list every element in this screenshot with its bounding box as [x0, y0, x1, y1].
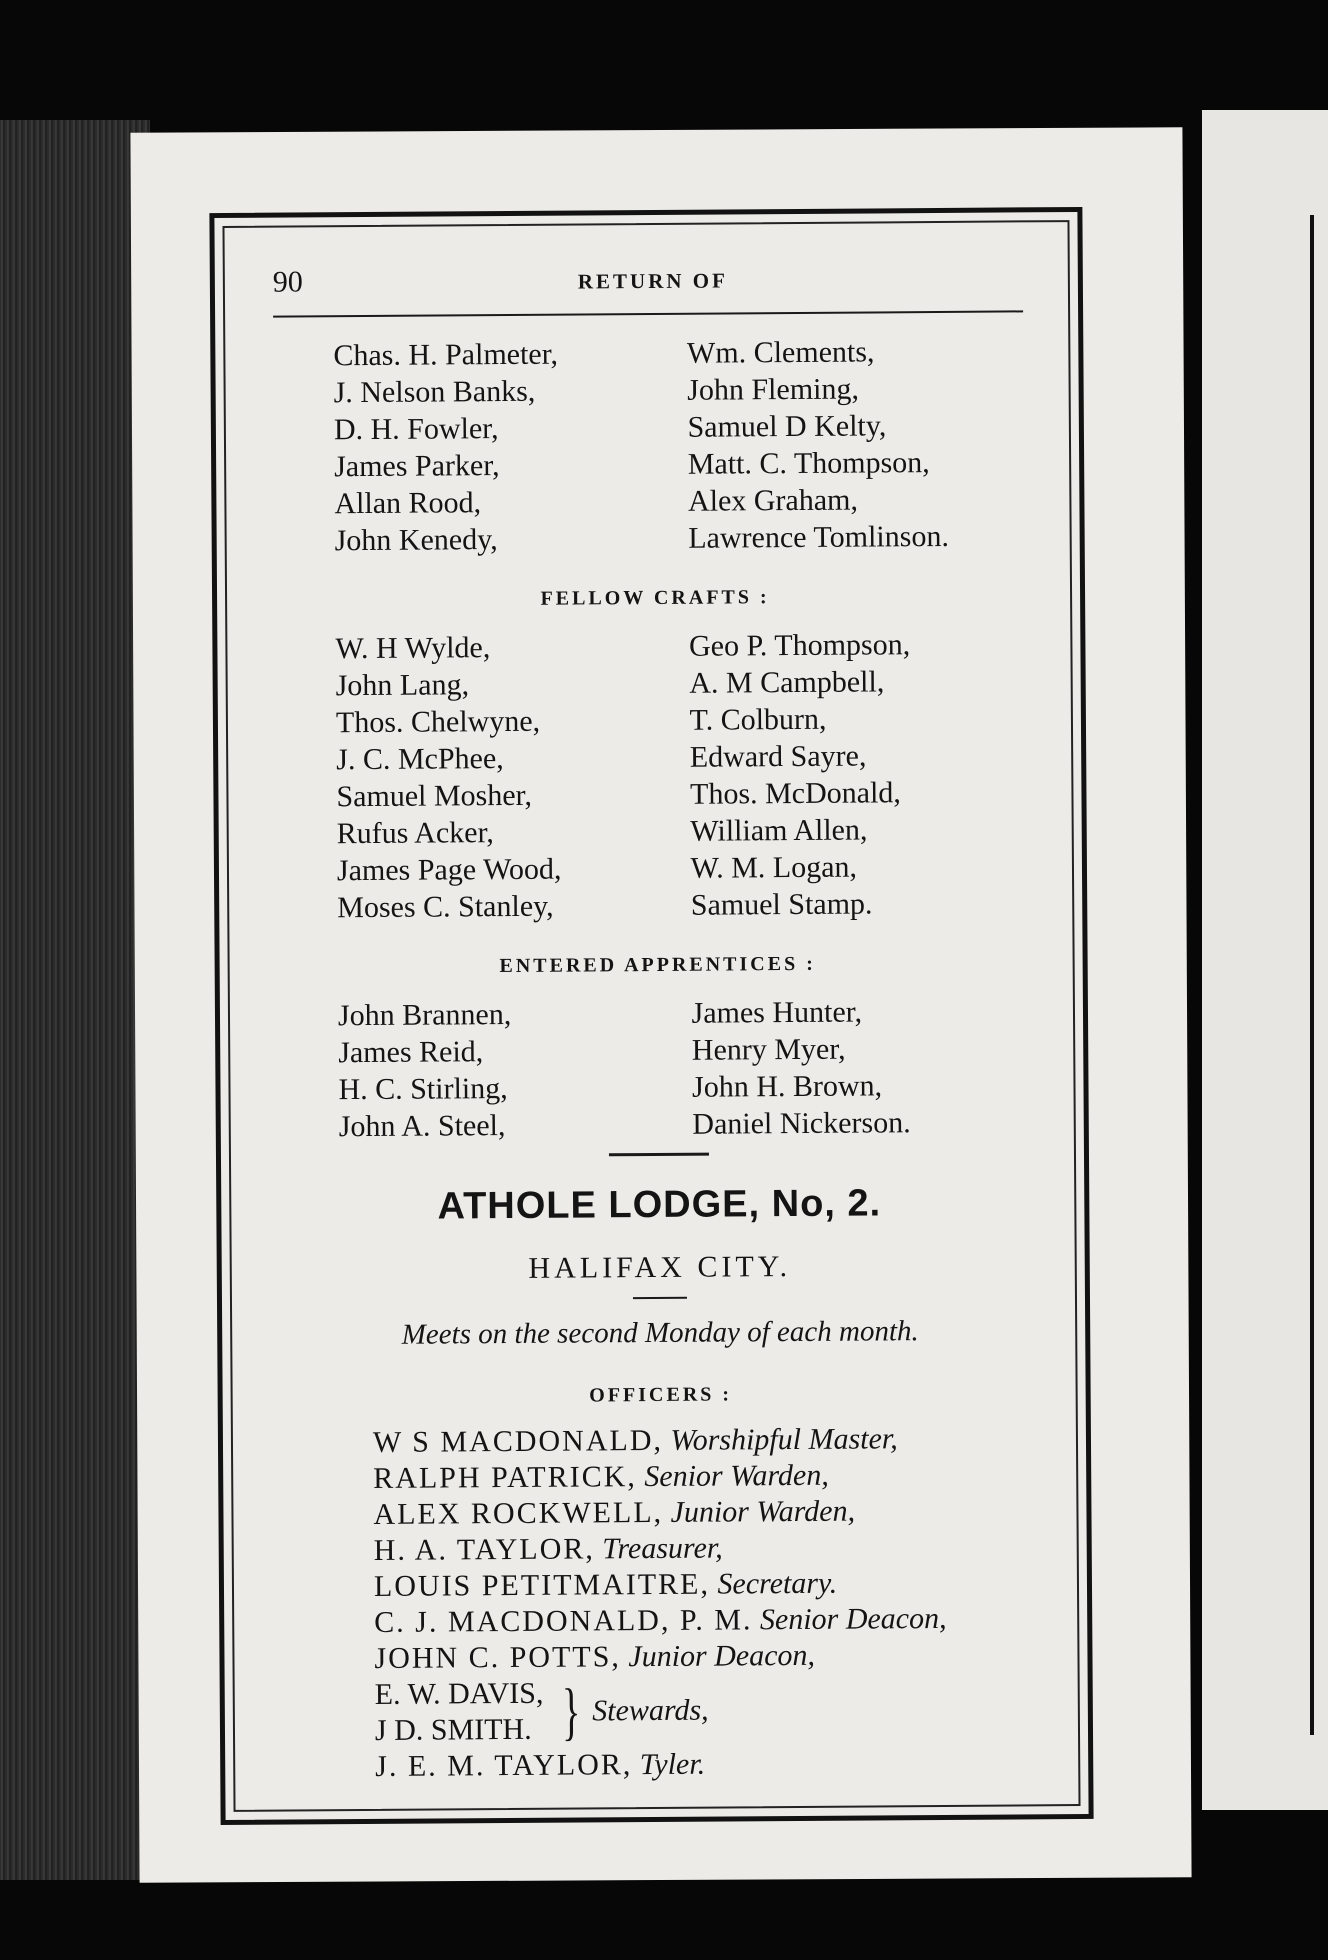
lodge-title: ATHOLE LODGE, No, 2.	[437, 1182, 882, 1228]
officer-entry	[374, 1636, 1042, 1677]
officer-name: E. W. DAVIS,	[374, 1676, 544, 1711]
member-name: W. H Wylde,	[335, 631, 491, 666]
member-name: Moses C. Stanley,	[337, 889, 554, 925]
member-name: James Hunter,	[691, 995, 863, 1030]
member-name: William Allen,	[690, 813, 868, 848]
officer-role: Tyler.	[639, 1747, 706, 1782]
brace: }	[561, 1675, 581, 1747]
entered-apprentices-list	[278, 992, 1039, 1145]
member-name: Samuel Stamp.	[690, 887, 873, 922]
officer-name: JOHN C. POTTS,	[374, 1640, 621, 1675]
fellow-crafts-left-column	[335, 628, 663, 926]
officer-role: Senior Warden,	[644, 1458, 829, 1494]
meeting-schedule: Meets on the second Monday of each month.	[401, 1315, 919, 1351]
member-name: Alex Graham,	[687, 483, 859, 518]
officer-entry	[375, 1744, 1043, 1785]
officer-role: Treasurer,	[602, 1531, 723, 1566]
member-name: D. H. Fowler,	[333, 412, 499, 447]
member-name: Matt. C. Thompson,	[687, 446, 930, 481]
member-name: T. Colburn,	[689, 702, 827, 737]
member-name: John Kenedy,	[334, 523, 498, 558]
member-name: John Fleming,	[687, 372, 860, 407]
officers-heading: OFFICERS :	[589, 1383, 733, 1407]
member-name: Samuel Mosher,	[336, 778, 533, 814]
book-edge	[0, 120, 150, 1880]
masters-list	[273, 332, 1035, 559]
officer-name: W S MACDONALD,	[372, 1423, 664, 1459]
member-name: Wm. Clements,	[686, 335, 875, 370]
officer-role: Senior Deacon,	[759, 1601, 947, 1637]
member-name: Thos. McDonald,	[689, 776, 901, 811]
officer-role: Stewards,	[592, 1693, 709, 1728]
member-name: Lawrence Tomlinson.	[688, 519, 950, 555]
officers-list	[281, 1420, 1043, 1785]
member-name: James Page Wood,	[336, 852, 562, 888]
section-divider	[609, 1153, 709, 1157]
member-name: Thos. Chelwyne,	[335, 704, 541, 740]
stewards-names	[375, 1676, 544, 1749]
officer-role: Junior Deacon,	[628, 1638, 816, 1674]
fellow-crafts-list	[275, 625, 1037, 926]
fellow-crafts-right-column	[679, 625, 1017, 923]
officer-entry	[374, 1528, 1042, 1569]
member-name: Edward Sayre,	[689, 739, 867, 774]
member-name: James Parker,	[334, 449, 500, 484]
officer-name: C. J. MACDONALD, P. M.	[374, 1603, 753, 1639]
officer-role: Worshipful Master,	[670, 1422, 898, 1457]
member-name: John Lang,	[335, 668, 470, 703]
officer-entry	[373, 1456, 1041, 1497]
officer-entry	[374, 1600, 1042, 1641]
lodge-city: HALIFAX CITY.	[528, 1250, 792, 1285]
masters-left-column	[333, 335, 661, 559]
officer-name: LOUIS PETITMAITRE,	[373, 1567, 711, 1603]
member-name: J. Nelson Banks,	[333, 374, 536, 410]
page-number: 90	[272, 265, 303, 299]
officer-entry	[373, 1420, 1041, 1461]
city-divider	[633, 1297, 687, 1299]
member-name: Chas. H. Palmeter,	[333, 337, 559, 373]
member-name: Allan Rood,	[334, 486, 482, 521]
page-content	[273, 260, 1044, 1789]
member-name: John Brannen,	[337, 997, 512, 1033]
officer-name: H. A. TAYLOR,	[373, 1532, 595, 1567]
member-name: Rufus Acker,	[336, 816, 494, 851]
officer-entry	[374, 1564, 1042, 1605]
member-name: W. M. Logan,	[690, 850, 858, 885]
member-name: Daniel Nickerson.	[692, 1106, 911, 1141]
officer-name: J D. SMITH.	[374, 1712, 532, 1747]
officer-entry	[373, 1492, 1041, 1533]
running-head: RETURN OF	[577, 268, 728, 294]
officer-role: Secretary.	[717, 1566, 838, 1601]
member-name: Henry Myer,	[691, 1032, 846, 1067]
member-name: John A. Steel,	[338, 1109, 506, 1144]
officer-name: RALPH PATRICK,	[373, 1460, 637, 1495]
member-name: John H. Brown,	[691, 1069, 883, 1104]
officer-role: Junior Warden,	[670, 1494, 856, 1529]
officer-name: ALEX ROCKWELL,	[373, 1495, 664, 1531]
apprentices-right-column	[681, 992, 1018, 1142]
facing-page-border	[1310, 215, 1328, 1735]
apprentices-left-column	[338, 995, 665, 1145]
stewards-group	[375, 1672, 1043, 1749]
member-name: Samuel D Kelty,	[687, 409, 887, 444]
member-name: A. M Campbell,	[689, 665, 885, 700]
entered-apprentices-heading: ENTERED APPRENTICES :	[499, 952, 816, 978]
member-name: Geo P. Thompson,	[688, 628, 911, 663]
page-border	[209, 207, 1093, 1825]
masters-right-column	[677, 332, 1015, 556]
member-name: J. C. McPhee,	[336, 742, 504, 777]
officer-name: J. E. M. TAYLOR,	[375, 1748, 633, 1783]
member-name: James Reid,	[338, 1035, 484, 1070]
member-name: H. C. Stirling,	[338, 1072, 508, 1107]
page-header	[273, 260, 1033, 315]
fellow-crafts-heading: FELLOW CRAFTS :	[540, 586, 770, 610]
